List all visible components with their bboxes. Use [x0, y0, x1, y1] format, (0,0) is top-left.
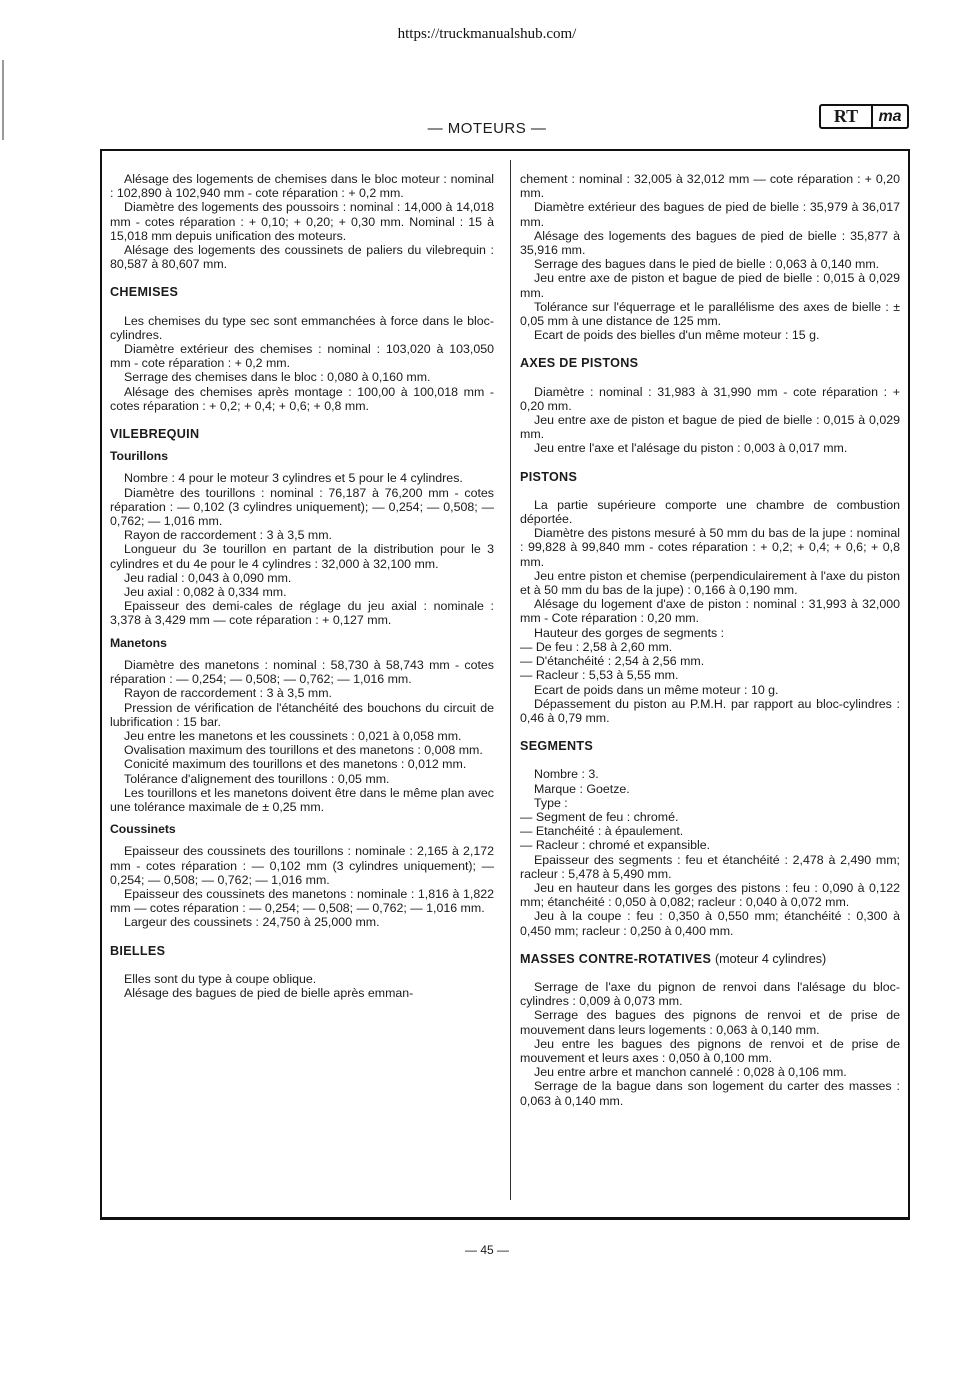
- paragraph: Marque : Goetze.: [534, 781, 630, 796]
- paragraph: Jeu entre axe de piston et bague de pied de bielle : 0,015 à 0,029 mm.: [520, 271, 900, 300]
- paragraph: Jeu à la coupe : feu : 0,350 à 0,550 mm; étanchéité : 0,300 à 0,450 mm; racleur : 0,250 à 0,400 mm.: [520, 909, 900, 938]
- heading-masses-contre-rotatives: [520, 952, 900, 966]
- paragraph: Largeur des coussinets : 24,750 à 25,000 mm.: [124, 915, 380, 930]
- paragraph: Nombre : 4 pour le moteur 3 cylindres et 5 pour le 4 cylindres.: [124, 471, 463, 486]
- heading-segments: SEGMENTS: [520, 739, 594, 754]
- paragraph: Serrage des chemises dans le bloc : 0,080 à 0,160 mm.: [124, 370, 431, 385]
- paragraph: Tolérance sur l'équerrage et le parallélisme des axes de bielle : ± 0,05 mm à une distance de 125 mm.: [520, 299, 900, 329]
- paragraph: Diamètre des manetons : nominal : 58,730 à 58,743 mm - cotes réparation : — 0,254; — 0,508; — 0,762; — 1,016 mm.: [110, 657, 494, 687]
- paragraph: Serrage des bagues des pignons de renvoi et de prise de mouvement dans leurs logements : 0,063 à 0,140 mm.: [520, 1008, 900, 1037]
- paragraph: Epaisseur des demi-cales de réglage du jeu axial : nominale : 3,378 à 3,429 mm — cote réparation : + 0,127 mm.: [110, 599, 494, 628]
- paragraph: Elles sont du type à coupe oblique.: [124, 971, 317, 986]
- paragraph: Rayon de raccordement : 3 à 3,5 mm.: [124, 528, 332, 543]
- paragraph: Ecart de poids dans un même moteur : 10 g.: [534, 682, 779, 697]
- paragraph: Conicité maximum des tourillons et des manetons : 0,012 mm.: [124, 757, 467, 772]
- paragraph: Epaisseur des coussinets des manetons : nominale : 1,816 à 1,822 mm — cotes réparation : — 0,254; — 0,508; — 0,762; — 1,016 mm.: [110, 886, 494, 916]
- paragraph: Diamètre des tourillons : nominal : 76,187 à 76,200 mm - cotes réparation : — 0,102 (3 cylindres uniquement); — 0,254; — 0,508; — 0,762; — 1,016 mm.: [110, 485, 494, 529]
- heading-chemises: CHEMISES: [110, 285, 179, 300]
- section-title: — MOTEURS —: [427, 120, 547, 137]
- source-url: https://truckmanualshub.com/: [397, 26, 577, 42]
- column-divider: [510, 160, 511, 1200]
- heading-text: MASSES CONTRE-ROTATIVES: [520, 951, 712, 966]
- paragraph: Jeu axial : 0,082 à 0,334 mm.: [124, 585, 287, 600]
- subheading-manetons: Manetons: [110, 635, 167, 650]
- paragraph: Hauteur des gorges de segments :: [534, 625, 725, 640]
- paragraph: Les chemises du type sec sont emmanchées à force dans le bloc-cylindres.: [110, 313, 494, 342]
- list-item: — Racleur : 5,53 à 5,55 mm.: [520, 668, 679, 683]
- paragraph: Serrage de l'axe du pignon de renvoi dans l'alésage du bloc-cylindres : 0,009 à 0,073 mm.: [520, 979, 900, 1009]
- paragraph: Jeu entre arbre et manchon cannelé : 0,028 à 0,106 mm.: [534, 1065, 847, 1080]
- paragraph: Diamètre extérieur des bagues de pied de bielle : 35,979 à 36,017 mm.: [520, 200, 900, 229]
- paragraph: Ecart de poids des bielles d'un même moteur : 15 g.: [534, 328, 820, 343]
- paragraph: chement : nominal : 32,005 à 32,012 mm — cote réparation : + 0,20 mm.: [520, 172, 900, 201]
- list-item: — De feu : 2,58 à 2,60 mm.: [520, 639, 673, 654]
- paragraph: Diamètre des logements des poussoirs : nominal : 14,000 à 14,018 mm - cotes réparation : + 0,10; + 0,20; + 0,30 mm. Nominal : 15 à 15,018 mm depuis unification des moteurs.: [110, 200, 494, 243]
- paragraph: Diamètre extérieur des chemises : nominal : 103,020 à 103,050 mm - cote réparation : + 0,2 mm.: [110, 342, 494, 371]
- list-item: — Etanchéité : à épaulement.: [520, 824, 684, 839]
- page-number: — 45 —: [464, 1243, 509, 1257]
- paragraph: Nombre : 3.: [534, 767, 599, 782]
- paragraph: Alésage des logements de chemises dans le bloc moteur : nominal : 102,890 à 102,940 mm - cote réparation : + 0,2 mm.: [110, 172, 494, 201]
- heading-axes-de-pistons: AXES DE PISTONS: [520, 356, 639, 371]
- list-item: — Segment de feu : chromé.: [520, 809, 679, 824]
- paragraph: Ovalisation maximum des tourillons et des manetons : 0,008 mm.: [124, 743, 483, 758]
- paragraph: Jeu radial : 0,043 à 0,090 mm.: [124, 570, 292, 585]
- paragraph: Diamètre des pistons mesuré à 50 mm du bas de la jupe : nominal : 99,828 à 99,840 mm - cotes réparation : + 0,2; + 0,4; + 0,6; + 0,8 mm.: [520, 526, 900, 569]
- heading-bielles: BIELLES: [110, 943, 166, 958]
- paragraph: Tolérance d'alignement des tourillons : 0,05 mm.: [124, 771, 390, 786]
- subheading-coussinets: Coussinets: [110, 822, 176, 837]
- list-item: — D'étanchéité : 2,54 à 2,56 mm.: [520, 654, 705, 669]
- paragraph: Type :: [534, 795, 568, 810]
- paragraph: Pression de vérification de l'étanchéité des bouchons du circuit de lubrification : 15 bar.: [110, 700, 494, 729]
- paragraph: Epaisseur des coussinets des tourillons : nominale : 2,165 à 2,172 mm - cotes réparation : — 0,102 mm (3 cylindres uniquement); — 0,254; — 0,508; — 0,762; — 1,016 mm.: [110, 844, 494, 887]
- paragraph: Epaisseur des segments : feu et étanchéité : 2,478 à 2,490 mm; racleur : 5,478 à 5,490 mm.: [520, 852, 900, 881]
- left-column: [110, 172, 494, 1000]
- paragraph: Diamètre : nominal : 31,983 à 31,990 mm - cote réparation : + 0,20 mm.: [520, 384, 900, 413]
- paragraph: Jeu en hauteur dans les gorges des pistons : feu : 0,090 à 0,122 mm; étanchéité : 0,050 à 0,082; racleur : 0,040 à 0,072 mm.: [520, 880, 900, 910]
- paragraph: Alésage des bagues de pied de bielle après emman-: [124, 985, 414, 1000]
- paragraph: Dépassement du piston au P.M.H. par rapport au bloc-cylindres : 0,46 à 0,79 mm.: [520, 696, 900, 725]
- paragraph: Rayon de raccordement : 3 à 3,5 mm.: [124, 686, 332, 701]
- logo-rt: RT: [821, 106, 873, 127]
- paragraph: Les tourillons et les manetons doivent être dans le même plan avec une tolérance maximale de ± 0,25 mm.: [110, 785, 494, 814]
- paragraph: Serrage des bagues dans le pied de bielle : 0,063 à 0,140 mm.: [534, 257, 880, 272]
- paragraph: Jeu entre piston et chemise (perpendiculairement à l'axe du piston et à 50 mm du bas de la jupe) : 0,166 à 0,190 mm.: [520, 568, 900, 598]
- paragraph: Longueur du 3e tourillon en partant de la distribution pour le 3 cylindres et du 4e pour le 4 cylindres : 32,000 à 32,100 mm.: [110, 542, 494, 571]
- paragraph: Jeu entre l'axe et l'alésage du piston : 0,003 à 0,017 mm.: [534, 441, 848, 456]
- rtma-logo: [819, 104, 909, 129]
- paragraph: Alésage des chemises après montage : 100,00 à 100,018 mm - cotes réparation : + 0,2; + 0,4; + 0,6; + 0,8 mm.: [110, 384, 494, 413]
- subheading-tourillons: Tourillons: [110, 449, 168, 464]
- paragraph: Jeu entre axe de piston et bague de pied de bielle : 0,015 à 0,029 mm.: [520, 413, 900, 442]
- paragraph: Serrage de la bague dans son logement du carter des masses : 0,063 à 0,140 mm.: [520, 1079, 900, 1108]
- paragraph: Alésage des logements des bagues de pied de bielle : 35,877 à 35,916 mm.: [520, 228, 900, 258]
- paragraph: Jeu entre les bagues des pignons de renvoi et de prise de mouvement et leurs axes : 0,050 à 0,100 mm.: [520, 1036, 900, 1065]
- paragraph: Alésage des logements des coussinets de paliers du vilebrequin : 80,587 à 80,607 mm.: [110, 243, 494, 272]
- paragraph: Jeu entre les manetons et les coussinets : 0,021 à 0,058 mm.: [124, 728, 462, 743]
- right-column: [520, 172, 900, 1108]
- heading-subtitle: (moteur 4 cylindres): [714, 951, 827, 966]
- logo-ma: ma: [878, 107, 902, 125]
- paragraph: Alésage du logement d'axe de piston : nominal : 31,993 à 32,000 mm - Cote réparation : 0,20 mm.: [520, 597, 900, 626]
- heading-pistons: PISTONS: [520, 469, 578, 484]
- heading-vilebrequin: VILEBREQUIN: [110, 427, 200, 442]
- paragraph: La partie supérieure comporte une chambre de combustion déportée.: [520, 497, 900, 527]
- list-item: — Racleur : chromé et expansible.: [520, 838, 711, 853]
